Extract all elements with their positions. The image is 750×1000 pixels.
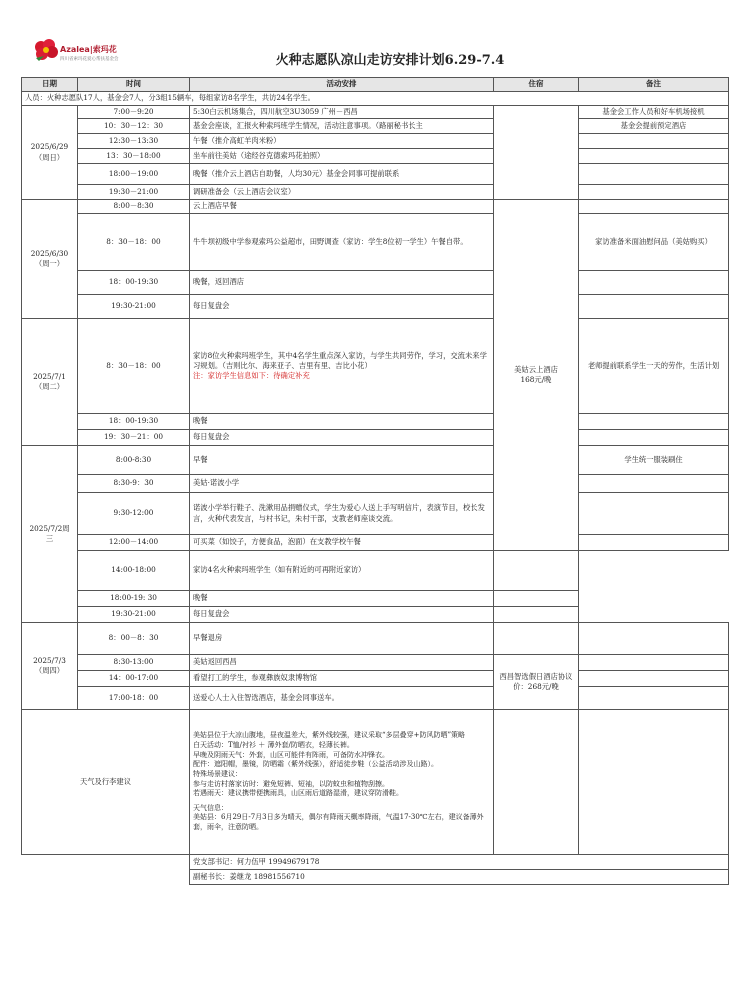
remark-cell: [579, 430, 729, 446]
header-lodging: 住宿: [494, 78, 579, 92]
weekday-value: 三: [45, 534, 54, 543]
time-cell: 8：30－18：00: [78, 319, 190, 414]
table-row: [22, 591, 729, 607]
time-cell: 8:00-8:30: [78, 446, 190, 475]
remark-cell: [494, 551, 579, 591]
table-row: [22, 134, 729, 149]
time-cell: 19:30－21:00: [78, 185, 190, 200]
remark-cell: [579, 493, 729, 535]
table-row: [22, 623, 729, 655]
table-row: [22, 200, 729, 214]
personnel-row: [22, 92, 729, 106]
weather-label: 天气及行李建议: [22, 710, 190, 855]
remark-cell: 基金会工作人员和好车机场接机: [579, 106, 729, 119]
date-cell: [22, 446, 78, 623]
remark-cell: [579, 134, 729, 149]
time-cell: 19：30－21：00: [78, 430, 190, 446]
lodging-cell-meigu: [494, 200, 579, 551]
activity-cell: 晚餐: [190, 591, 494, 607]
time-cell: 14:00-18:00: [78, 551, 190, 591]
activity-cell: 5:30白云机场集合，四川航空3U3059 广州－西昌: [190, 106, 494, 119]
activity-cell: 坐车前往美姑（途经谷克德索玛花拍照）: [190, 149, 494, 164]
time-cell: 17:00-18：00: [78, 687, 190, 710]
header-remark: 备注: [579, 78, 729, 92]
remark-cell: [579, 295, 729, 319]
weather-line: 美姑县位于大凉山腹地，昼夜温差大，紫外线较强，建议采取“多层叠穿+防风防晒”策略: [193, 731, 466, 740]
activity-cell: 每日复盘会: [190, 430, 494, 446]
time-cell: 18:00－19:00: [78, 164, 190, 185]
table-row: [22, 446, 729, 475]
weather-line: 早晚及阴雨天气：外套，山区可能伴有阵雨，可备防水冲锋衣。: [193, 750, 389, 759]
brand-name: Azalea|索玛花: [60, 45, 117, 54]
weekday-value: （周日）: [34, 152, 65, 162]
activity-cell: 晚餐，返回酒店: [190, 271, 494, 295]
activity-cell: 晚餐（推介云上酒店自助餐，人均30元）基金会同事可提前联系: [190, 164, 494, 185]
remark-cell: [579, 655, 729, 671]
contact-row: [22, 855, 729, 870]
table-row: [22, 535, 729, 551]
weather-line: 若遇雨天：建议携带便携雨具，山区雨后道路湿滑，建议穿防滑鞋。: [193, 789, 403, 798]
activity-cell: 家访4名火种索玛班学生（如有附近的可再附近家访）: [190, 551, 494, 591]
date-value: 2025/7/3: [33, 655, 66, 665]
table-row: [22, 271, 729, 295]
table-row: [22, 607, 729, 623]
date-value: 2025/7/2周: [29, 523, 70, 533]
remark-cell: [579, 164, 729, 185]
date-cell: [22, 623, 78, 710]
weather-row: [22, 710, 729, 855]
table-row: [22, 687, 729, 710]
activity-cell: 早餐退房: [190, 623, 494, 655]
table-row: [22, 214, 729, 271]
activity-cell: 基金会座谈，汇报火种索玛班学生情况，活动注意事项。（路丽秘书长主: [190, 119, 494, 134]
lodging-price: 168元/晚: [520, 375, 552, 384]
date-value: 2025/7/1: [33, 371, 66, 381]
time-cell: 7:00－9:20: [78, 106, 190, 119]
weather-line: 参与走访村落家访时：避免短裤、短袖，以防蚊虫和植物刮擦。: [193, 779, 389, 788]
weekday-value: （周四）: [34, 666, 65, 675]
table-row: [22, 655, 729, 671]
activity-cell: 诺波小学举行鞋子、洗漱用品捐赠仪式，学生为爱心人送上手写明信片，表演节目，校长发言，火种代表发言，与村书记，朱村干部，支教老师座谈交流。: [190, 493, 494, 535]
time-cell: 19:30-21:00: [78, 295, 190, 319]
table-row: [22, 493, 729, 535]
remark-cell: [579, 475, 729, 493]
activity-cell: 调研准备会（云上酒店会议室）: [190, 185, 494, 200]
remark-cell: [579, 710, 729, 855]
remark-cell: [579, 623, 729, 655]
activity-cell: 可买菜（如饺子，方便食品，泡面）在支教学校午餐: [190, 535, 494, 551]
weather-line: 配件：遮阳帽，墨镜，防晒霜（紫外线强），舒适徒步鞋（公益活动涉及山路）。: [193, 760, 438, 769]
lodging-cell: [494, 710, 579, 855]
activity-cell: 送爱心人士入住智选酒店，基金会同事送车。: [190, 687, 494, 710]
time-cell: 18：00-19:30: [78, 414, 190, 430]
activity-text: 家访8位火种索玛班学生，其中4名学生重点深入家访，与学生共同劳作，学习，交流未来学习规划。（吉则比尔、海来亚子、吉里有里、吉比小花）: [193, 350, 487, 370]
table-row: [22, 551, 729, 591]
weekday-value: （周二）: [34, 382, 65, 391]
time-cell: 8:30-13:00: [78, 655, 190, 671]
weekday-value: （周一）: [34, 259, 65, 268]
lodging-cell: [494, 623, 579, 655]
date-value: 2025/6/29: [30, 142, 69, 152]
table-header-row: [22, 78, 729, 92]
brand-tagline: 四川省索玛花爱心帮扶基金会: [60, 57, 119, 62]
remark-cell: [579, 414, 729, 430]
time-cell: 13：30－18:00: [78, 149, 190, 164]
table-row: [22, 185, 729, 200]
contact-row: [22, 870, 729, 885]
contact-party-secretary: 党支部书记：何力伍甲 19949679178: [190, 855, 729, 870]
personnel-text: 人员：火种志愿队17人，基金会7人，分3组15辆车，每组家访8名学生，共访24名学生。: [22, 92, 729, 106]
remark-cell: [579, 185, 729, 200]
remark-cell: [494, 607, 579, 623]
activity-cell: 云上酒店早餐: [190, 200, 494, 214]
activity-cell: 美姑返回西昌: [190, 655, 494, 671]
table-row: [22, 119, 729, 134]
table-row: [22, 475, 729, 493]
date-cell: [22, 106, 78, 200]
activity-cell: 早餐: [190, 446, 494, 475]
weather-line: 特殊场景建议：: [193, 769, 242, 778]
remark-cell: [579, 687, 729, 710]
schedule-table: [21, 77, 729, 885]
activity-cell: 看望打工的学生，参观彝族奴隶博物馆: [190, 671, 494, 687]
remark-cell: [494, 591, 579, 607]
remark-cell: 老师提前联系学生一天的劳作，生活计划: [579, 319, 729, 414]
table-row: [22, 106, 729, 119]
header-date: 日期: [22, 78, 78, 92]
time-cell: 12:00－14:00: [78, 535, 190, 551]
table-row: [22, 149, 729, 164]
table-row: [22, 671, 729, 687]
table-row: [22, 430, 729, 446]
remark-cell: 基金会提前预定酒店: [579, 119, 729, 134]
time-cell: 8：00－8：30: [78, 623, 190, 655]
activity-cell: 每日复盘会: [190, 607, 494, 623]
remark-cell: [579, 149, 729, 164]
time-cell: 19:30-21:00: [78, 607, 190, 623]
time-cell: 18:00-19: 30: [78, 591, 190, 607]
remark-cell: 家访准备米面油慰问品（美姑购买）: [579, 214, 729, 271]
time-cell: 8:00－8:30: [78, 200, 190, 214]
lodging-cell: [494, 106, 579, 200]
time-cell: 9:30-12:00: [78, 493, 190, 535]
time-cell: 8:30-9：30: [78, 475, 190, 493]
lodging-hotel: 美姑云上酒店: [514, 364, 558, 374]
time-cell: 8：30－18：00: [78, 214, 190, 271]
remark-cell: 学生统一服装刷住: [579, 446, 729, 475]
page-title: 火种志愿队凉山走访安排计划6.29-7.4: [275, 53, 505, 68]
remark-cell: [579, 671, 729, 687]
activity-cell: 午餐（推介高虹羊肉米粉）: [190, 134, 494, 149]
time-cell: 12:30－13:30: [78, 134, 190, 149]
weather-text: [190, 710, 494, 855]
date-value: 2025/6/30: [30, 248, 69, 258]
date-cell: [22, 319, 78, 446]
remark-cell: [579, 535, 729, 551]
time-cell: 14：00-17:00: [78, 671, 190, 687]
time-cell: 18：00-19:30: [78, 271, 190, 295]
contact-deputy-secretary: 副秘书长：姜继龙 18981556710: [190, 870, 729, 885]
date-cell: [22, 200, 78, 319]
activity-cell: [190, 319, 494, 414]
header-time: 时间: [78, 78, 190, 92]
remark-cell: [579, 200, 729, 214]
time-cell: 10：30－12：30: [78, 119, 190, 134]
table-row: [22, 319, 729, 414]
activity-cell: 每日复盘会: [190, 295, 494, 319]
header-activity: 活动安排: [190, 78, 494, 92]
lodging-cell-xichang: 西昌智选假日酒店协议价：268元/晚: [494, 655, 579, 710]
activity-cell: 美姑·诺波小学: [190, 475, 494, 493]
table-row: [22, 164, 729, 185]
table-row: [22, 414, 729, 430]
table-row: [22, 295, 729, 319]
weather-line: 天气信息：: [193, 803, 228, 812]
weather-line: 白天活动：T恤/衬衫 ＋ 薄外套/防晒衣，轻薄长裤。: [193, 740, 354, 749]
activity-cell: 牛牛坝初级中学参观索玛公益超市，田野调查（家访：学生8位初一学生）午餐自带。: [190, 214, 494, 271]
activity-note: 注：家访学生信息如下：待确定补充: [193, 371, 310, 381]
remark-cell: [579, 271, 729, 295]
activity-cell: 晚餐: [190, 414, 494, 430]
weather-line: 美姑县：6月29日-7月3日多为晴天，偶尔有降雨天概率降雨，气温17-30℃左右，建议备薄外套，雨伞，注意防晒。: [193, 813, 484, 832]
